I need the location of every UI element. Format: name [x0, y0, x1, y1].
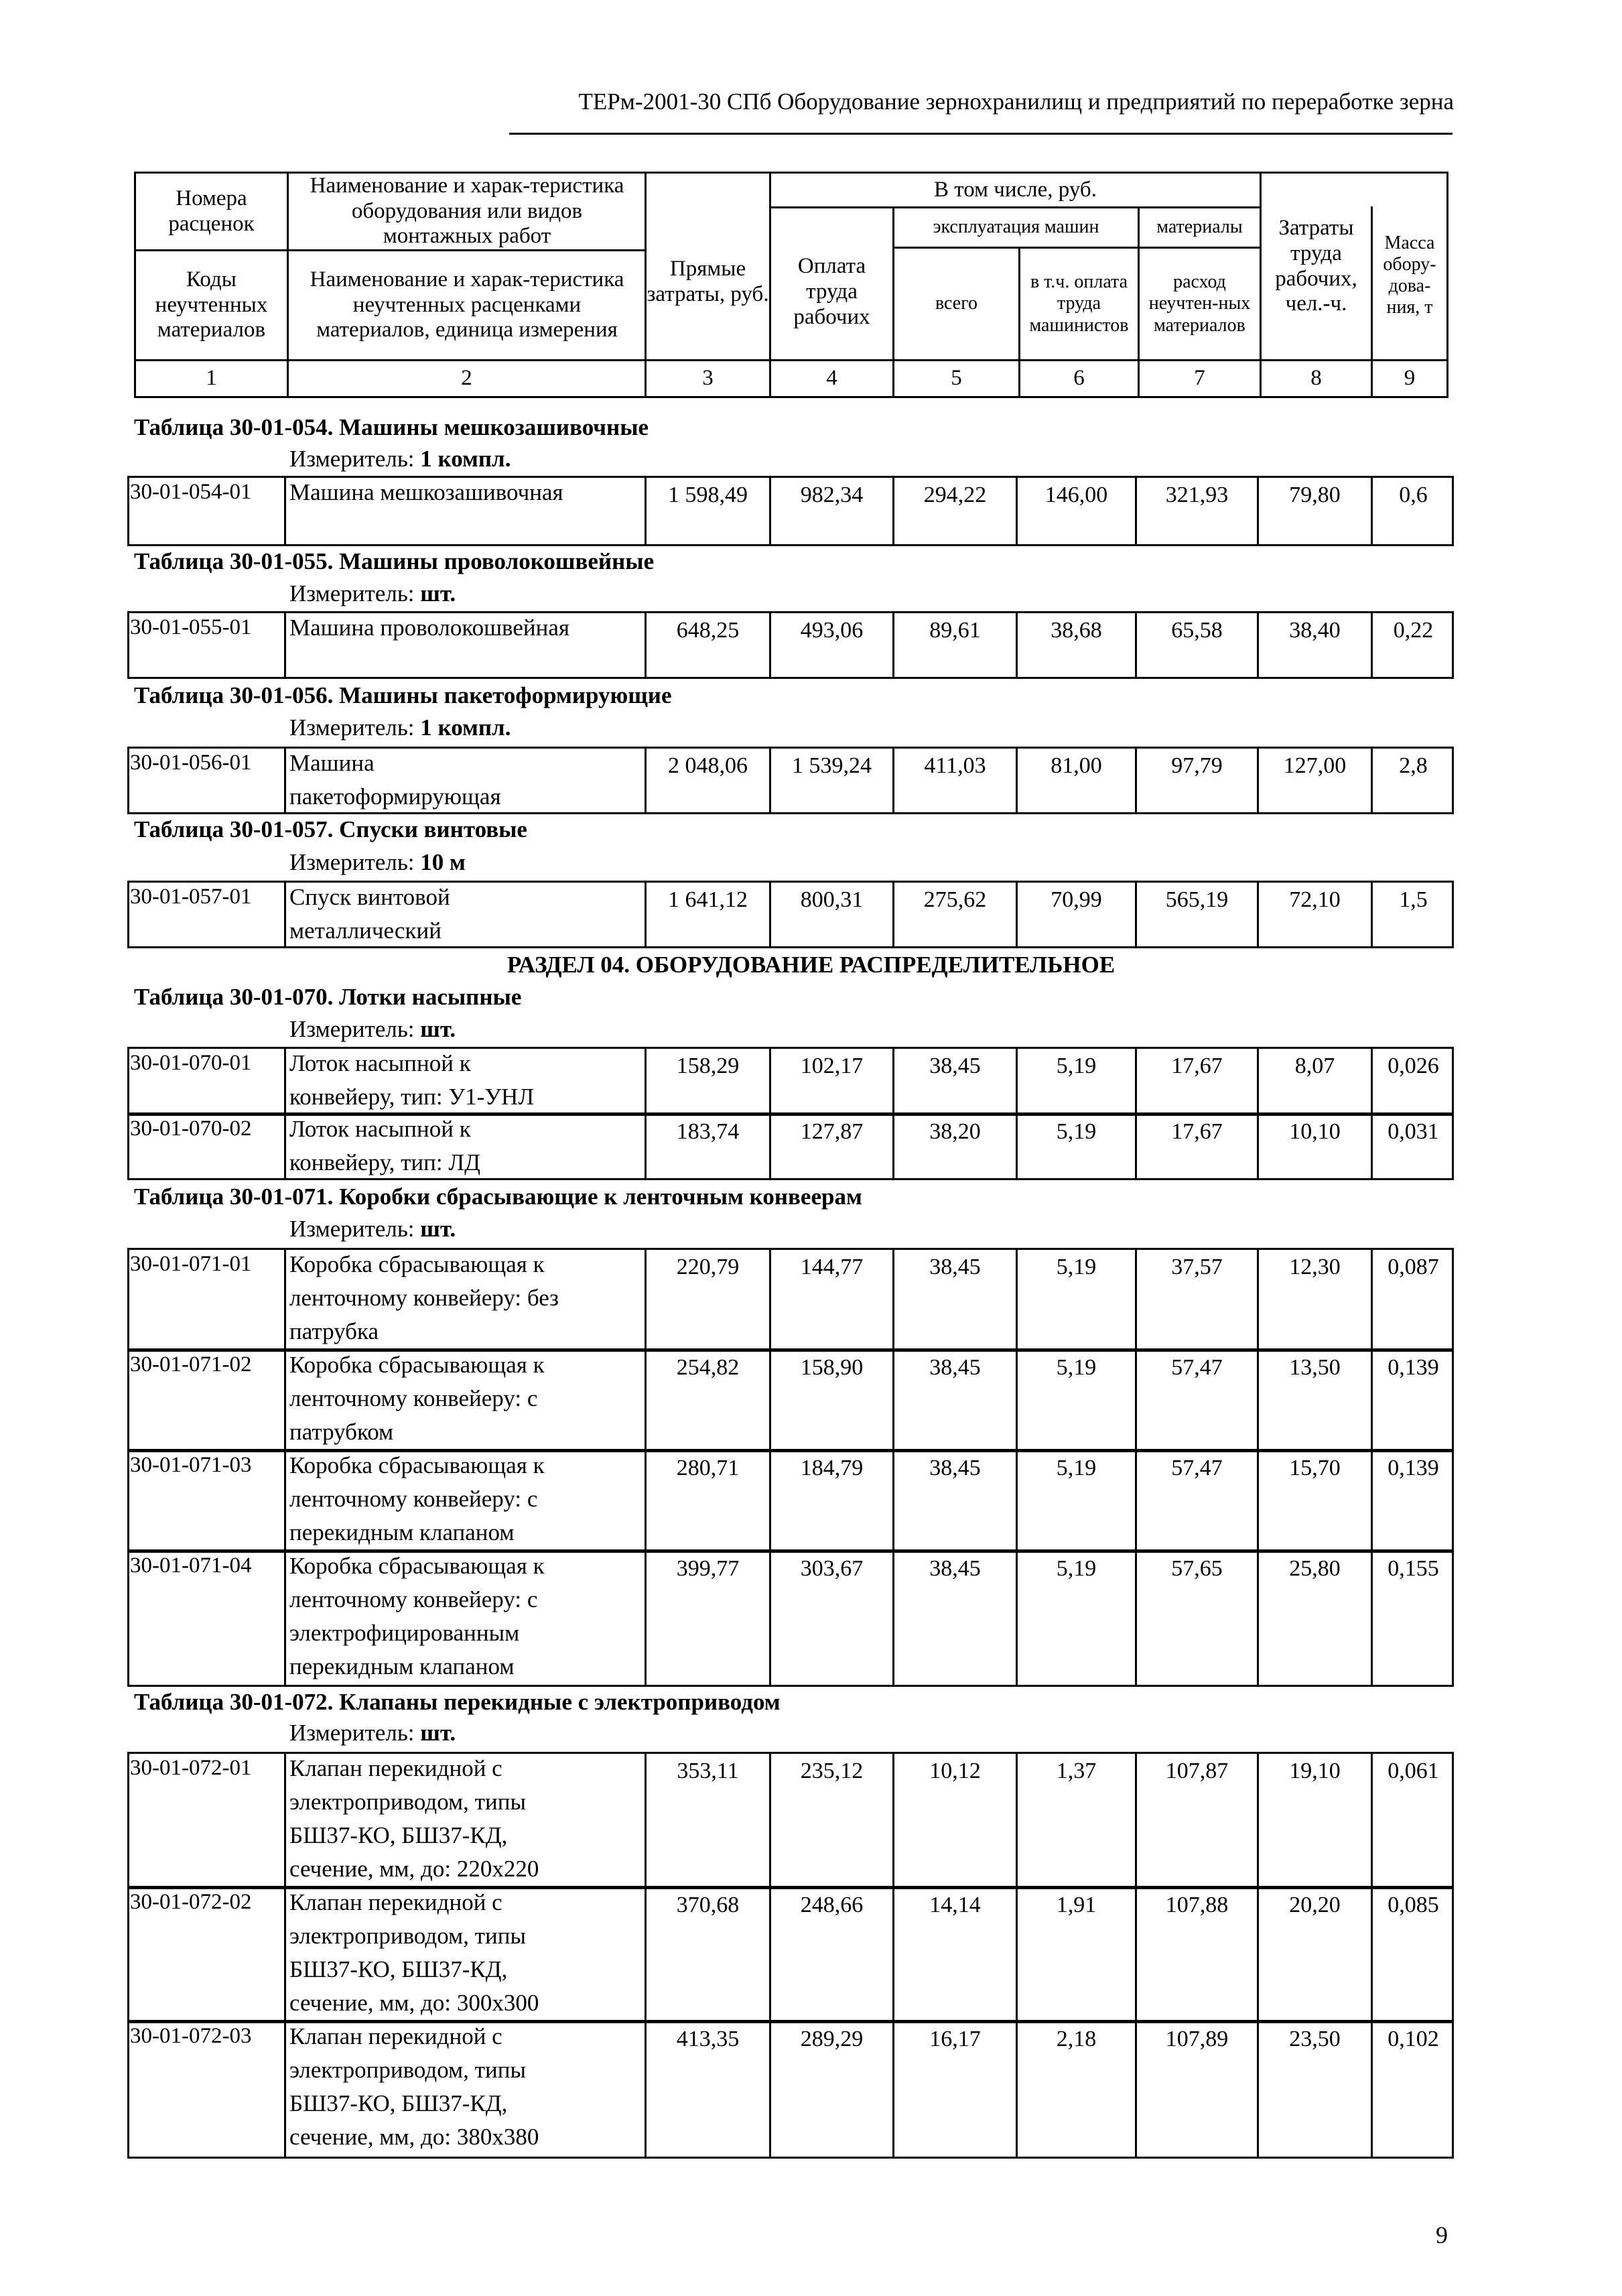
- rate-value: 38,45: [929, 1255, 981, 1279]
- rate-value: 89,61: [929, 618, 981, 643]
- header-equipment-name: Наименование и харак-теристика оборудования или видов монтажных работ: [310, 173, 624, 249]
- rate-value: 17,67: [1171, 1119, 1223, 1144]
- column-number: 2: [461, 366, 472, 391]
- rate-name-line: Машина проволокошвейная: [289, 615, 570, 641]
- header-unaccounted-materials: расход неучтен-ных материалов: [1148, 271, 1251, 336]
- measurement-unit-value: шт.: [420, 1016, 456, 1042]
- table-title: Таблица 30-01-071. Коробки сбрасывающие к ленточным конвеерам: [134, 1184, 862, 1210]
- column-number: 5: [951, 366, 962, 391]
- measurement-unit-label: Измеритель:: [289, 714, 415, 741]
- section-heading: РАЗДЕЛ 04. ОБОРУДОВАНИЕ РАСПРЕДЕЛИТЕЛЬНОЕ: [506, 952, 1116, 978]
- column-divider: [284, 1348, 286, 1452]
- column-number: 1: [206, 366, 217, 391]
- rate-value: 0,6: [1399, 483, 1428, 507]
- header-equipment-mass: Масса обору-дова-ния, т: [1383, 232, 1436, 318]
- rate-value: 413,35: [676, 2027, 740, 2051]
- column-divider: [284, 611, 286, 679]
- rate-value: 0,139: [1388, 1355, 1439, 1380]
- column-number: 7: [1194, 366, 1205, 391]
- rate-name-line: ленточному конвейеру: с: [289, 1385, 538, 1411]
- rate-name-line: Коробка сбрасывающая к: [289, 1352, 545, 1378]
- rate-code: 30-01-071-01: [130, 1252, 252, 1276]
- rate-value: 107,87: [1165, 1759, 1229, 1783]
- rate-value: 38,45: [929, 1556, 981, 1581]
- table-title: Таблица 30-01-054. Машины мешкозашивочные: [134, 414, 649, 440]
- column-divider: [284, 1047, 286, 1116]
- rate-value: 1 641,12: [668, 887, 748, 912]
- rate-code: 30-01-071-04: [130, 1553, 252, 1578]
- rate-name-line: конвейеру, тип: ЛД: [289, 1149, 480, 1175]
- rate-value: 38,45: [929, 1456, 981, 1480]
- rate-value: 15,70: [1289, 1456, 1341, 1480]
- column-number: 4: [826, 366, 837, 391]
- rate-value: 13,50: [1289, 1355, 1341, 1380]
- rate-value: 17,67: [1171, 1054, 1223, 1078]
- rate-name-line: Машина мешкозашивочная: [289, 479, 563, 505]
- rate-value: 19,10: [1289, 1759, 1341, 1783]
- rate-code: 30-01-070-02: [130, 1117, 252, 1141]
- rate-code: 30-01-071-03: [130, 1453, 252, 1477]
- rate-value: 37,57: [1171, 1255, 1223, 1279]
- column-number: 8: [1310, 366, 1322, 391]
- column-divider: [284, 1112, 286, 1180]
- rate-value: 289,29: [800, 2027, 864, 2051]
- rate-name-line: БШ37-КО, БШ37-КД,: [289, 2090, 508, 2116]
- column-header-table: [134, 172, 1448, 398]
- rate-name-line: патрубком: [289, 1419, 394, 1445]
- rate-value: 303,67: [800, 1556, 864, 1581]
- rate-code: 30-01-072-01: [130, 1756, 252, 1780]
- rate-name-line: Клапан перекидной с: [289, 2023, 502, 2049]
- rate-value: 38,45: [929, 1355, 981, 1380]
- running-header: ТЕРм-2001-30 СПб Оборудование зернохранилищ и предприятий по переработке зерна: [578, 88, 1454, 115]
- rate-value: 254,82: [676, 1355, 740, 1380]
- column-divider: [284, 1549, 286, 1687]
- rate-value: 0,061: [1388, 1759, 1439, 1783]
- measurement-unit: [289, 580, 456, 607]
- measurement-unit-value: 10 м: [420, 849, 466, 875]
- rate-value: 2,18: [1056, 2027, 1097, 2051]
- header-material-name: Наименование и харак-теристика неучтенных расценками материалов, единица измерения: [310, 267, 624, 342]
- rate-value: 1,91: [1056, 1893, 1097, 1917]
- rate-value: 0,031: [1388, 1119, 1439, 1144]
- measurement-unit: [289, 1720, 456, 1746]
- rate-value: 280,71: [676, 1456, 740, 1480]
- rate-value: 79,80: [1289, 483, 1341, 507]
- rate-value: 565,19: [1165, 887, 1229, 912]
- rate-value: 10,12: [929, 1759, 981, 1783]
- header-rule: [509, 133, 1452, 135]
- measurement-unit: [289, 714, 511, 741]
- column-number: 3: [702, 366, 714, 391]
- rate-code: 30-01-057-01: [130, 885, 252, 909]
- header-labor-hours: Затраты труда рабочих, чел.-ч.: [1275, 215, 1357, 316]
- rate-code: 30-01-071-02: [130, 1352, 252, 1377]
- rate-name-line: Коробка сбрасывающая к: [289, 1452, 545, 1478]
- page-number: 9: [1436, 2222, 1448, 2248]
- measurement-unit-value: 1 компл.: [420, 446, 511, 472]
- rate-code: 30-01-070-01: [130, 1051, 252, 1075]
- rate-name-line: БШ37-КО, БШ37-КД,: [289, 1956, 508, 1982]
- rate-value: 25,80: [1289, 1556, 1341, 1581]
- rate-name-line: БШ37-КО, БШ37-КД,: [289, 1822, 508, 1848]
- rate-value: 2,8: [1399, 753, 1428, 778]
- header-labor-pay: Оплата труда рабочих: [793, 254, 870, 329]
- rate-value: 5,19: [1056, 1355, 1097, 1380]
- rate-value: 411,03: [924, 753, 986, 778]
- rate-value: 158,29: [676, 1054, 740, 1078]
- table-title: Таблица 30-01-057. Спуски винтовые: [134, 816, 527, 842]
- rate-value: 0,22: [1393, 618, 1434, 643]
- header-machine-operation: эксплуатация машин: [933, 216, 1099, 238]
- rate-value: 982,34: [800, 483, 864, 507]
- rate-value: 321,93: [1165, 483, 1229, 507]
- measurement-unit-label: Измеритель:: [289, 580, 415, 607]
- rate-value: 16,17: [929, 2027, 981, 2051]
- rate-value: 648,25: [676, 618, 740, 643]
- rate-value: 12,30: [1289, 1255, 1341, 1279]
- measurement-unit-label: Измеритель:: [289, 1016, 415, 1042]
- rate-value: 23,50: [1289, 2027, 1341, 2051]
- rate-value: 0,155: [1388, 1556, 1439, 1581]
- column-divider: [284, 747, 286, 814]
- measurement-unit-label: Измеритель:: [289, 849, 415, 875]
- header-direct-costs: Прямые затраты, руб.: [647, 257, 769, 306]
- measurement-unit-label: Измеритель:: [289, 1720, 415, 1746]
- rate-name-line: сечение, мм, до: 220х220: [289, 1856, 539, 1882]
- rate-value: 1,37: [1056, 1759, 1097, 1783]
- rate-value: 38,40: [1289, 618, 1341, 643]
- rate-value: 0,102: [1388, 2027, 1439, 2051]
- rate-name-line: сечение, мм, до: 300х300: [289, 1990, 539, 2016]
- rate-name-line: пакетоформирующая: [289, 783, 501, 810]
- measurement-unit-label: Измеритель:: [289, 1216, 415, 1242]
- rate-name-line: перекидным клапаном: [289, 1653, 515, 1679]
- measurement-unit: [289, 1016, 456, 1043]
- measurement-unit: [289, 849, 466, 876]
- column-divider: [284, 881, 286, 948]
- rate-value: 5,19: [1056, 1456, 1097, 1480]
- rate-value: 57,65: [1171, 1556, 1223, 1581]
- rate-code: 30-01-072-03: [130, 2024, 252, 2048]
- rate-value: 0,085: [1388, 1893, 1439, 1917]
- rate-value: 57,47: [1171, 1456, 1223, 1480]
- rate-value: 20,20: [1289, 1893, 1341, 1917]
- column-number: 9: [1404, 366, 1416, 391]
- column-divider: [284, 1248, 286, 1352]
- rate-code: 30-01-072-02: [130, 1890, 252, 1914]
- rate-name-line: патрубка: [289, 1318, 379, 1344]
- table-title: Таблица 30-01-056. Машины пакетоформирующие: [134, 682, 672, 708]
- rate-name-line: Коробка сбрасывающая к: [289, 1553, 545, 1579]
- rate-name-line: электроприводом, типы: [289, 2057, 526, 2083]
- rate-name-line: ленточному конвейеру: с: [289, 1586, 538, 1612]
- rate-value: 10,10: [1289, 1119, 1341, 1144]
- header-machinist-pay: в т.ч. оплата труда машинистов: [1029, 271, 1129, 336]
- rate-value: 183,74: [676, 1119, 740, 1144]
- rate-code: 30-01-054-01: [130, 480, 252, 504]
- rate-value: 800,31: [800, 887, 864, 912]
- table-title: Таблица 30-01-072. Клапаны перекидные с электроприводом: [134, 1689, 781, 1715]
- rate-value: 14,14: [929, 1893, 981, 1917]
- rate-value: 1,5: [1399, 887, 1428, 912]
- header-material-codes: Коды неучтенных материалов: [155, 267, 268, 342]
- rate-name-line: ленточному конвейеру: без: [289, 1285, 559, 1311]
- rate-value: 8,07: [1294, 1054, 1335, 1078]
- rate-value: 220,79: [676, 1255, 740, 1279]
- column-divider: [284, 2020, 286, 2159]
- measurement-unit-value: 1 компл.: [420, 714, 511, 741]
- table-title: Таблица 30-01-070. Лотки насыпные: [134, 984, 522, 1010]
- rate-value: 493,06: [800, 618, 864, 643]
- column-divider: [284, 1886, 286, 2023]
- header-materials: материалы: [1156, 216, 1243, 238]
- table-title: Таблица 30-01-055. Машины проволокошвейные: [134, 548, 655, 574]
- rate-code: 30-01-056-01: [130, 751, 252, 775]
- rate-value: 57,47: [1171, 1355, 1223, 1380]
- rate-value: 144,77: [800, 1255, 864, 1279]
- rate-name-line: Клапан перекидной с: [289, 1889, 502, 1915]
- rate-value: 235,12: [800, 1759, 864, 1783]
- rate-value: 107,88: [1165, 1893, 1229, 1917]
- rate-value: 353,11: [677, 1759, 739, 1783]
- measurement-unit-value: шт.: [420, 580, 456, 607]
- rate-name-line: Клапан перекидной с: [289, 1755, 502, 1781]
- rate-value: 5,19: [1056, 1255, 1097, 1279]
- column-divider: [284, 1449, 286, 1553]
- rate-value: 370,68: [676, 1893, 740, 1917]
- rate-value: 146,00: [1044, 483, 1108, 507]
- header-including: В том числе, руб.: [934, 177, 1097, 202]
- rate-value: 70,99: [1051, 887, 1102, 912]
- rate-value: 127,87: [800, 1119, 864, 1144]
- rate-value: 0,139: [1388, 1456, 1439, 1480]
- rate-name-line: Лоток насыпной к: [289, 1116, 471, 1142]
- measurement-unit: [289, 1216, 456, 1242]
- rate-name-line: Машина: [289, 750, 375, 776]
- rate-value: 1 539,24: [792, 753, 872, 778]
- rate-value: 248,66: [800, 1893, 864, 1917]
- measurement-unit-label: Измеритель:: [289, 446, 415, 472]
- rate-name-line: металлический: [289, 917, 442, 944]
- rate-value: 102,17: [800, 1054, 864, 1078]
- rate-name-line: электроприводом, типы: [289, 1923, 526, 1949]
- rate-value: 72,10: [1289, 887, 1341, 912]
- rate-name-line: ленточному конвейеру: с: [289, 1486, 538, 1512]
- rate-name-line: электрофицированным: [289, 1620, 520, 1646]
- header-rate-numbers: Номера расценок: [168, 186, 255, 236]
- column-divider: [284, 1752, 286, 1889]
- rate-value: 0,026: [1388, 1054, 1439, 1078]
- measurement-unit: [289, 446, 511, 472]
- rate-value: 107,89: [1165, 2027, 1229, 2051]
- rate-value: 38,20: [929, 1119, 981, 1144]
- rate-value: 2 048,06: [668, 753, 748, 778]
- rate-value: 81,00: [1051, 753, 1102, 778]
- measurement-unit-value: шт.: [420, 1720, 456, 1746]
- rate-name-line: Лоток насыпной к: [289, 1050, 471, 1076]
- rate-name-line: сечение, мм, до: 380х380: [289, 2124, 539, 2150]
- rate-value: 0,087: [1388, 1255, 1439, 1279]
- rate-value: 399,77: [676, 1556, 740, 1581]
- rate-value: 294,22: [923, 483, 987, 507]
- rate-value: 5,19: [1056, 1054, 1097, 1078]
- rate-value: 275,62: [923, 887, 987, 912]
- rate-value: 1 598,49: [668, 483, 748, 507]
- rate-name-line: перекидным клапаном: [289, 1519, 515, 1545]
- rate-code: 30-01-055-01: [130, 615, 252, 639]
- rate-name-line: электроприводом, типы: [289, 1789, 526, 1815]
- header-machines-total: всего: [935, 293, 978, 314]
- rate-value: 5,19: [1056, 1119, 1097, 1144]
- rate-value: 158,90: [800, 1355, 864, 1380]
- rate-value: 38,45: [929, 1054, 981, 1078]
- rate-name-line: Коробка сбрасывающая к: [289, 1251, 545, 1277]
- rate-value: 97,79: [1171, 753, 1223, 778]
- rate-name-line: конвейеру, тип: У1-УНЛ: [289, 1084, 535, 1110]
- rate-value: 5,19: [1056, 1556, 1097, 1581]
- column-divider: [284, 476, 286, 546]
- rate-name-line: Спуск винтовой: [289, 884, 450, 910]
- rate-value: 127,00: [1283, 753, 1347, 778]
- measurement-unit-value: шт.: [420, 1216, 456, 1242]
- rate-value: 38,68: [1051, 618, 1102, 643]
- column-number: 6: [1073, 366, 1085, 391]
- rate-value: 65,58: [1171, 618, 1223, 643]
- rate-value: 184,79: [800, 1456, 864, 1480]
